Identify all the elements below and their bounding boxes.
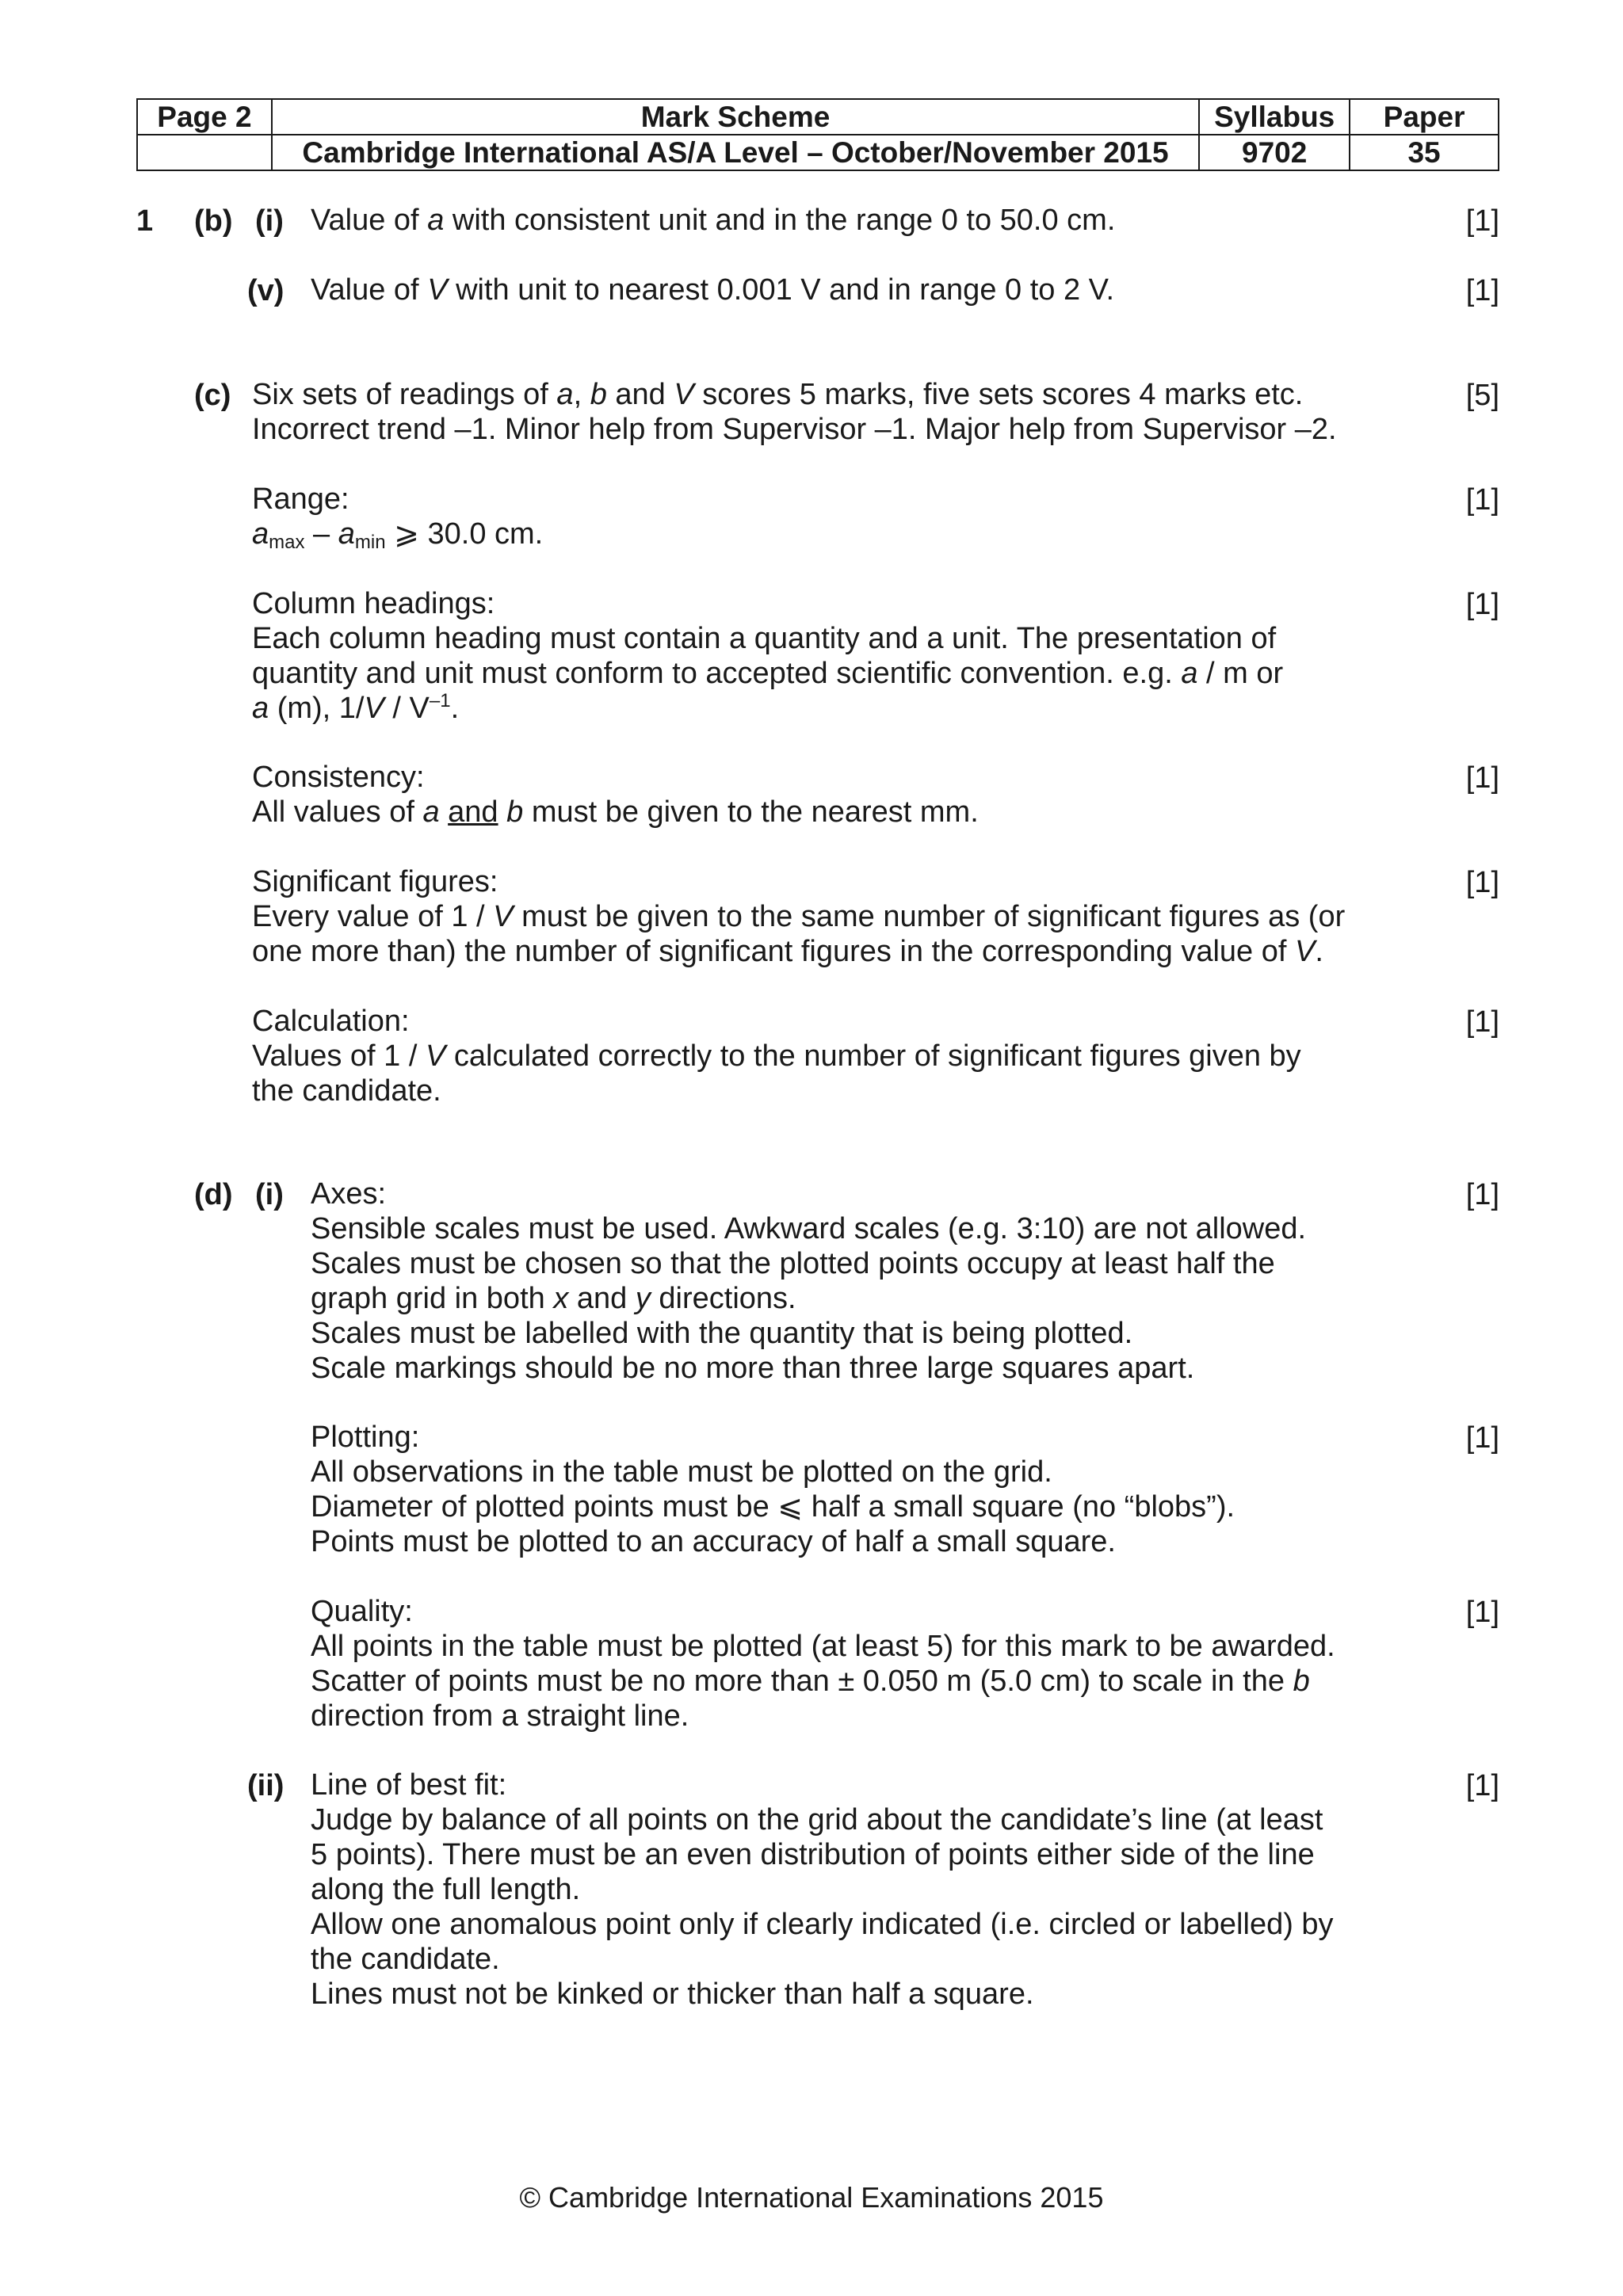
criterion-c-column-headings: Column headings: Each column heading must contain a quantity and a unit. The presentation of quantity and unit must conform to accepted scientific convention. e.g. a / m or a (m), $1/V / V^{-1}$.: [252, 587, 1284, 725]
mark-d-plotting: [1]: [1465, 1421, 1499, 1455]
part-label-b: (b): [194, 204, 233, 238]
mark-c-range: [1]: [1465, 483, 1499, 517]
mark-b-i: [1]: [1465, 204, 1499, 238]
subpart-label-d-ii: (ii): [247, 1769, 285, 1802]
mark-d-quality: [1]: [1465, 1596, 1499, 1629]
part-label-c: (c): [194, 379, 231, 412]
part-label-d: (d): [194, 1178, 233, 1211]
paper-code: 35: [1350, 135, 1499, 170]
mark-c-calculation: [1]: [1465, 1005, 1499, 1039]
paper-label: Paper: [1350, 99, 1499, 135]
footer-copyright: © Cambridge International Examinations 2015: [519, 2181, 1104, 2214]
criterion-d-line-of-best-fit: Line of best fit: Judge by balance of all points on the grid about the candidate’s line (at least 5 points). There must be an even distribution of points either side of the line along the full length. Allow one anomalous point only if clearly indicated (i.e. circled or labelled) by the candidate. Lines must not be kinked or thicker than half a square.: [311, 1768, 1334, 2011]
criterion-c-significant-figures: Significant figures: Every value of 1 / V must be given to the same number of significant figures as (or one more than) the number of significant figures in the corresponding value of V.: [252, 865, 1346, 968]
criterion-d-quality: Quality: All points in the table must be plotted (at least 5) for this mark to be awarded. Scatter of points must be no more than ± 0.050 m (5.0 cm) to scale in the b direction from a straight line.: [311, 1595, 1335, 1733]
blank-cell: [137, 135, 272, 170]
syllabus-label: Syllabus: [1199, 99, 1350, 135]
page-number: Page 2: [137, 99, 272, 135]
criterion-b-v: Value of V with unit to nearest 0.001 V and in range 0 to 2 V.: [311, 273, 1115, 307]
criterion-d-plotting: Plotting: All observations in the table must be plotted on the grid. Diameter of plotted points must be ⩽ half a small square (no “blobs”). Points must be plotted to an accuracy of half a small square.: [311, 1421, 1235, 1558]
criterion-b-i: Value of a with consistent unit and in the range 0 to 50.0 cm.: [311, 204, 1116, 237]
mark-c-column-headings: [1]: [1465, 588, 1499, 621]
subpart-label-b-i: (i): [255, 204, 284, 238]
criterion-c-calculation: Calculation: Values of 1 / V calculated correctly to the number of significant figures given by the candidate.: [252, 1005, 1301, 1108]
question-number: 1: [136, 204, 154, 238]
criterion-c-range: Range: $a_{max} - a_{min}$ ⩾ 30.0 cm.: [252, 482, 544, 553]
mark-d-line-of-best-fit: [1]: [1465, 1769, 1499, 1802]
criterion-d-axes: Axes: Sensible scales must be used. Awkward scales (e.g. 3:10) are not allowed. Scales must be chosen so that the plotted points occupy at least half the graph grid in both x and y directions. Scales must be labelled with the quantity that is being plotted. Scale markings should be no more than three large squares apart.: [311, 1177, 1307, 1385]
mark-c-readings: [5]: [1465, 379, 1499, 412]
mark-b-v: [1]: [1465, 274, 1499, 307]
document-subtitle: Cambridge International AS/A Level – October/November 2015: [272, 135, 1199, 170]
mark-c-consistency: [1]: [1465, 761, 1499, 795]
criterion-c-readings: Six sets of readings of a, b and V scores 5 marks, five sets scores 4 marks etc. Incorrect trend –1. Minor help from Supervisor –1. Major help from Supervisor –2.: [252, 378, 1337, 446]
criterion-c-consistency: Consistency: All values of a and b must be given to the nearest mm.: [252, 761, 979, 829]
mark-c-significant-figures: [1]: [1465, 866, 1499, 899]
subpart-label-b-v: (v): [247, 274, 285, 307]
header-table: [136, 98, 1499, 171]
mark-d-axes: [1]: [1465, 1178, 1499, 1211]
subpart-label-d-i: (i): [255, 1178, 284, 1211]
syllabus-code: 9702: [1199, 135, 1350, 170]
document-title: Mark Scheme: [272, 99, 1199, 135]
